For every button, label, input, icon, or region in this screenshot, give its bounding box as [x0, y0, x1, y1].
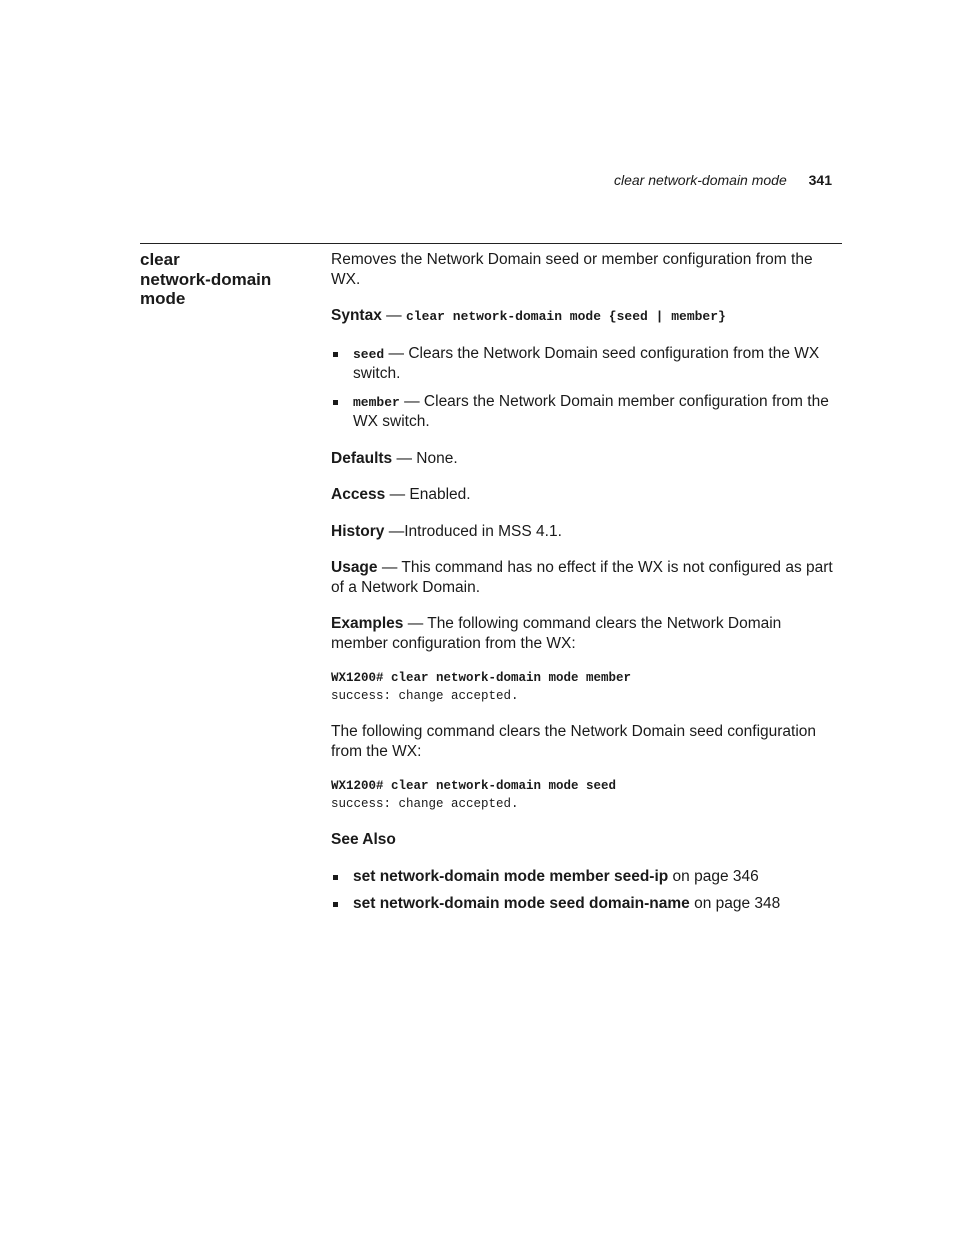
command-title-line: network-domain — [140, 269, 272, 289]
code-output: success: change accepted. — [331, 688, 519, 703]
list-item — [331, 894, 841, 914]
see-also-link[interactable]: set network-domain mode seed domain-name — [353, 895, 690, 912]
access-text: — Enabled. — [385, 486, 471, 503]
code-command: WX1200# clear network-domain mode member — [331, 671, 632, 685]
list-item — [331, 867, 841, 887]
command-title-line: mode — [140, 289, 186, 308]
code-example-1 — [331, 670, 841, 705]
param-name: member — [353, 394, 400, 410]
running-header-title: clear network-domain mode — [614, 172, 787, 188]
example-between-text: The following command clears the Network Domain seed configuration from the WX: — [331, 723, 817, 760]
page-number: 341 — [808, 172, 832, 188]
list-item — [331, 344, 841, 384]
usage — [331, 558, 841, 597]
history-label: History — [331, 522, 385, 540]
code-output: success: change accepted. — [331, 796, 519, 811]
usage-label: Usage — [331, 559, 378, 576]
syntax-label: Syntax — [331, 307, 382, 324]
syntax-command: clear network-domain mode {seed | member} — [405, 309, 726, 324]
defaults-label: Defaults — [331, 449, 393, 467]
syntax-line — [331, 306, 841, 327]
see-also-page-ref: on page 348 — [689, 895, 781, 912]
defaults — [331, 449, 841, 469]
description: Removes the Network Domain seed or member configuration from the WX. — [331, 251, 813, 288]
list-item — [331, 392, 841, 432]
code-example-2 — [331, 778, 841, 813]
command-body — [331, 250, 841, 931]
examples-label: Examples — [331, 615, 404, 632]
param-name: seed — [353, 346, 385, 362]
see-also-list — [331, 867, 841, 914]
running-header — [614, 172, 832, 188]
access-label: Access — [331, 486, 386, 503]
code-command: WX1200# clear network-domain mode seed — [331, 779, 617, 793]
see-also-page-ref: on page 346 — [668, 867, 759, 885]
history-text: —Introduced in MSS 4.1. — [384, 522, 562, 540]
examples — [331, 614, 841, 653]
param-desc: — Clears the Network Domain member configuration from the WX switch. — [353, 392, 829, 430]
examples-text: — The following command clears the Network Domain member configuration from the WX: — [331, 615, 782, 652]
param-desc: — Clears the Network Domain seed configuration from the WX switch. — [353, 344, 820, 382]
history — [331, 522, 841, 542]
see-also-link[interactable]: set network-domain mode member seed-ip — [353, 867, 669, 885]
see-also-heading: See Also — [331, 831, 396, 848]
parameter-list — [331, 344, 841, 432]
command-title-line: clear — [140, 250, 180, 269]
syntax-dash: — — [381, 307, 406, 324]
command-title — [140, 250, 310, 309]
usage-text: — This command has no effect if the WX is not configured as part of a Network Domain. — [331, 559, 833, 596]
section-divider — [140, 243, 842, 244]
access — [331, 485, 841, 505]
defaults-text: — None. — [392, 449, 458, 467]
